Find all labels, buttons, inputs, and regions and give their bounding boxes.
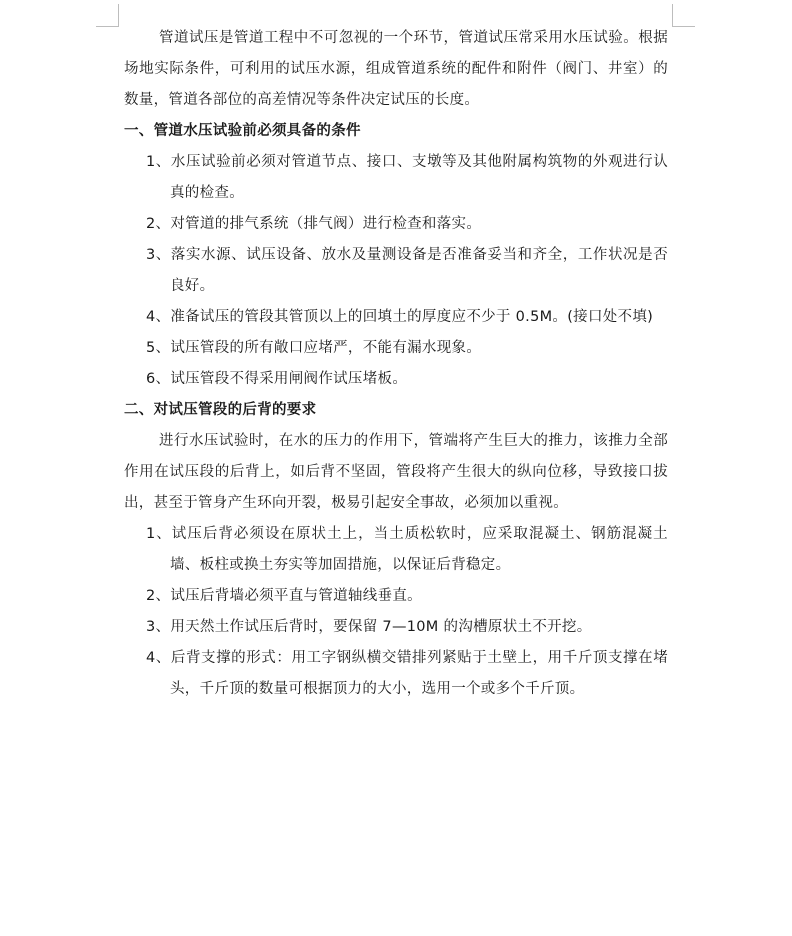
document-body[interactable] bbox=[124, 23, 668, 705]
section-2-item-1: 1、试压后背必须设在原状土上，当土质松软时，应采取混凝土、钢筋混凝土墙、板柱或换土夯实等加固措施，以保证后背稳定。 bbox=[146, 526, 668, 573]
section-2-item-4: 4、后背支撑的形式：用工字钢纵横交错排列紧贴于土壁上，用千斤顶支撑在堵头，千斤顶的数量可根据顶力的大小，选用一个或多个千斤顶。 bbox=[146, 650, 668, 697]
page-corner-mark-top-left bbox=[96, 4, 119, 27]
section-1-item-3: 3、落实水源、试压设备、放水及量测设备是否准备妥当和齐全，工作状况是否良好。 bbox=[146, 247, 668, 294]
section-2-heading: 二、对试压管段的后背的要求 bbox=[124, 402, 317, 418]
section-1-item-5: 5、试压管段的所有敞口应堵严，不能有漏水现象。 bbox=[146, 340, 482, 356]
section-2-item-3: 3、用天然土作试压后背时，要保留 7—10M 的沟槽原状土不开挖。 bbox=[146, 619, 592, 635]
intro-paragraph: 管道试压是管道工程中不可忽视的一个环节，管道试压常采用水压试验。根据场地实际条件，可利用的试压水源，组成管道系统的配件和附件（阀门、井室）的数量，管道各部位的高差情况等条件决定试压的长度。 bbox=[124, 30, 668, 108]
section-1-item-4: 4、准备试压的管段其管顶以上的回填土的厚度应不少于 0.5M。(接口处不填) bbox=[146, 309, 654, 325]
section-2-intro-paragraph: 进行水压试验时，在水的压力的作用下，管端将产生巨大的推力，该推力全部作用在试压段的后背上，如后背不坚固，管段将产生很大的纵向位移，导致接口拔出，甚至于管身产生环向开裂，极易引起安全事故，必须加以重视。 bbox=[124, 433, 668, 511]
section-1-item-2: 2、对管道的排气系统（排气阀）进行检查和落实。 bbox=[146, 216, 482, 232]
section-2-item-2: 2、试压后背墙必须平直与管道轴线垂直。 bbox=[146, 588, 422, 604]
page-corner-mark-top-right bbox=[672, 4, 695, 27]
section-1-heading: 一、管道水压试验前必须具备的条件 bbox=[124, 123, 361, 139]
section-1-item-1: 1、水压试验前必须对管道节点、接口、支墩等及其他附属构筑物的外观进行认真的检查。 bbox=[146, 154, 668, 201]
section-1-item-6: 6、试压管段不得采用闸阀作试压堵板。 bbox=[146, 371, 408, 387]
